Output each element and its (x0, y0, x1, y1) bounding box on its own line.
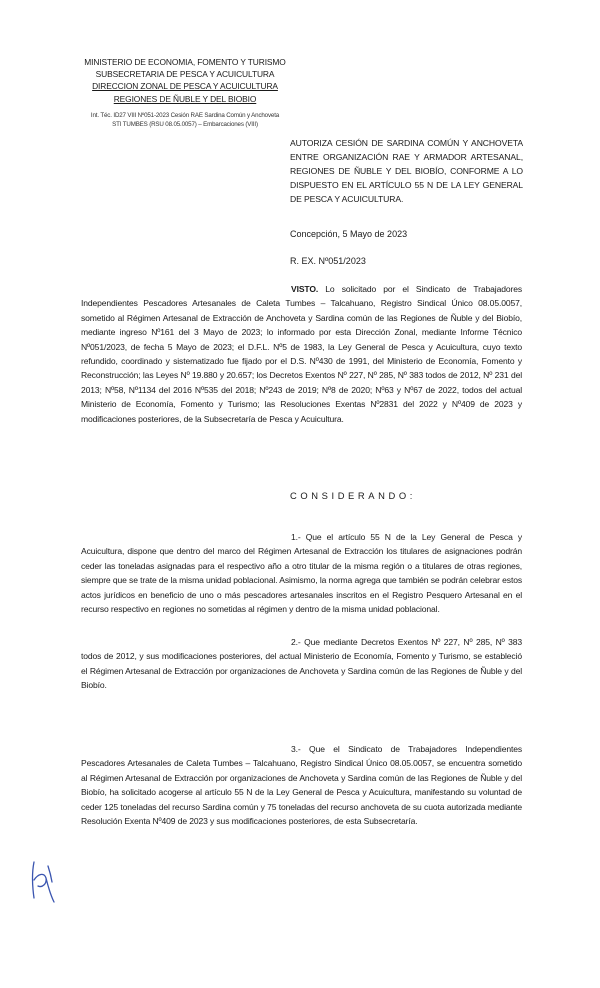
visto-lead: VISTO. (291, 284, 319, 294)
resolution-number: R. EX. Nº051/2023 (290, 256, 366, 266)
header-regiones: REGIONES DE ÑUBLE Y DEL BIOBIO (113, 93, 257, 104)
considerando-2 (81, 635, 522, 693)
reference-line-2: STI TUMBES (RSU 08.05.0057) – Embarcaciones (VIII) (112, 121, 258, 129)
resolution-subject: AUTORIZA CESIÓN DE SARDINA COMÚN Y ANCHOVETA ENTRE ORGANIZACIÓN RAE Y ARMADOR ARTESANAL, REGIONES DE ÑUBLE Y DEL BIOBÍO, CONFORME A LO DISPUESTO EN EL ARTÍCULO 55 N DE LA LEY GENERAL DE PESCA Y ACUICULTURA. (290, 138, 523, 204)
issue-date: Concepción, 5 Mayo de 2023 (290, 229, 408, 239)
issuer-header (60, 56, 310, 105)
considerando-1-text: 1.- Que el artículo 55 N de la Ley General de Pesca y Acuicultura, dispone que dentro del marco del Régimen Artesanal de Extracción los titulares de asignaciones podrán ceder las toneladas asignadas para el respectivo año a otro titular de la misma región o a titulares de otras regiones, siempre que se trate de la misma unidad poblacional. Asimismo, la norma agrega que también se podrán celebrar estos actos jurídicos en beneficio de uno o más pescadores artesanales inscritos en el Registro Pesquero Artesanal en el recurso respectivo en regiones no sometidas al régimen y dentro de la misma unidad poblacional. (81, 532, 522, 615)
reference-line-1: Int. Téc. ID27 VIII Nº051-2023 Cesión RAE Sardina Común y Anchoveta (90, 112, 280, 119)
visto-text: Lo solicitado por el Sindicato de Trabajadores Independientes Pescadores Artesanales de Caleta Tumbes – Talcahuano, Registro Sindical Único 08.05.0057, sometido al Régimen Artesanal de Extracción de Anchoveta y Sardina común de las Regiones de Ñuble y del Biobío, mediante ingreso Nº161 del 3 Mayo de 2023; lo informado por esta Dirección Zonal, mediante Informe Técnico Nº051/2023, de fecha 5 Mayo de 2023; el D.F.L. Nº5 de 1983, la Ley General de Pesca y Acuicultura, cuyo texto refundido, coordinado y sistematizado fue fijado por el D.S. Nº430 de 1991, del Ministerio de Economía, Fomento y Reconstrucción; las Leyes Nº 19.880 y 20.657; los Decretos Exentos Nº 227, Nº 285, Nº 383 todos de 2012, Nº 231 del 2013; Nº58, Nº1134 del 2016 Nº535 del 2018; Nº243 de 2019; Nº8 de 2020; Nº63 y Nº67 de 2022, todos del actual Ministerio de Economía, Fomento y Turismo; las Resoluciones Exentas Nº2831 del 2022 y Nº409 de 2023 y modificaciones posteriores, de la Subsecretaría de Pesca y Acuicultura. (81, 284, 522, 424)
considerando-3 (81, 742, 522, 828)
considerando-1 (81, 530, 522, 616)
considerando-3-text: 3.- Que el Sindicato de Trabajadores Independientes Pescadores Artesanales de Caleta Tumbes – Talcahuano, Registro Sindical Único 08.05.0057, se encuentra sometido al Régimen Artesanal de Extracción por organizaciones de Anchoveta y Sardina común de las Regiones de Ñuble y del Biobío, ha solicitado acogerse al artículo 55 N de la Ley General de Pesca y Acuicultura, manifestando su voluntad de ceder 125 toneladas del recurso Sardina común y 75 toneladas del recurso anchoveta de su cuota autorizada mediante Resolución Exenta Nº409 de 2023 y sus modificaciones posteriores, de esta Subsecretaría. (81, 744, 522, 827)
header-ministry: MINISTERIO DE ECONOMIA, FOMENTO Y TURISMO (84, 57, 286, 67)
header-subsecretaria: SUBSECRETARIA DE PESCA Y ACUICULTURA (95, 69, 275, 80)
header-direccion-zonal: DIRECCION ZONAL DE PESCA Y ACUICULTURA (92, 81, 278, 92)
visto-paragraph (81, 282, 522, 426)
internal-references (60, 111, 310, 129)
considerando-2-text: 2.- Que mediante Decretos Exentos Nº 227, Nº 285, Nº 383 todos de 2012, y sus modificaciones posteriores, del actual Ministerio de Economía, Fomento y Turismo, se estableció el Régimen Artesanal de Extracción por organizaciones de Anchoveta y Sardina común de las Regiones de Ñuble y del Biobío. (81, 637, 522, 691)
considerando-heading: CONSIDERANDO: (290, 490, 416, 501)
handwritten-signature-mark (28, 858, 58, 906)
